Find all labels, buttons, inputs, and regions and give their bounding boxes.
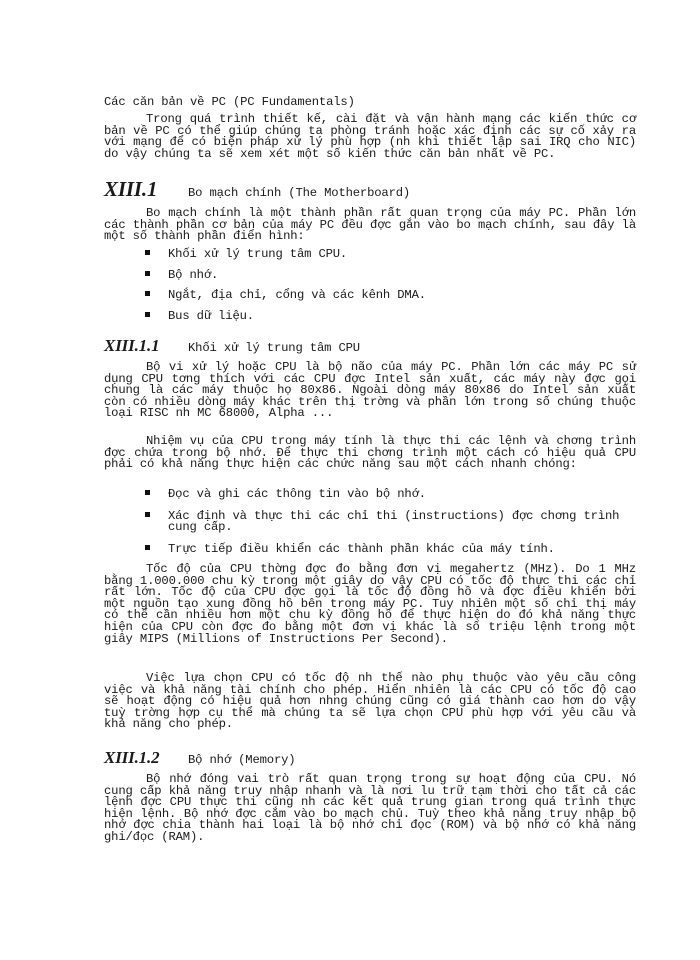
- cpu-paragraph-3: Tốc độ của CPU thờng đợc đo bằng đơn vị megahertz (MHz). Do 1 MHz bằng 1.000.000 chu kỳ trong một giây do vậy CPU có tốc độ thực thi các chỉ rất lớn. Tốc độ của CPU đợc gọi là tốc độ đồng hồ và đợc điều khiển bởi một nguồn tạo xung đồng hồ bên trong máy PC. Tuy nhiên một số chỉ thị máy có thể cần nhiều hơn một chu kỳ đồng hồ để thực hiện do đó khả năng thực hiện của CPU còn đợc đo bằng một đơn vị khác là số triệu lệnh trong một giây MIPS (Millions of Instructions Per Second).: [104, 562, 636, 646]
- list-item: Khối xử lý trung tâm CPU.: [142, 249, 642, 261]
- subsection-number: XIII.1.2: [104, 748, 160, 767]
- motherboard-paragraph: Bo mạch chính là một thành phần rất quan trọng của máy PC. Phần lớn các thành phần cơ bản của máy PC đều đợc gắn vào bo mạch chính, sau đây là một số thành phần điển hình:: [104, 206, 636, 244]
- subsection-heading-cpu: [104, 336, 360, 355]
- intro-title: Các căn bản về PC (PC Fundamentals): [104, 95, 355, 109]
- bullet-icon: [145, 512, 150, 517]
- bullet-icon: [145, 271, 150, 276]
- section-title: Bo mạch chính (The Motherboard): [188, 186, 411, 200]
- subsection-heading-memory: [104, 748, 296, 767]
- cpu-function-list: [142, 489, 642, 555]
- cpu-paragraph-4: Việc lựa chọn CPU có tốc độ nh thế nào phụ thuộc vào yêu cầu công việc và khả năng tài chính cho phép. Hiển nhiên là các CPU có tốc độ cao sẽ hoạt động có hiệu quả hơn nhng chúng cũng có giá thành cao hơn do vậy tuỳ trờng hợp cụ thể mà chúng ta sẽ lựa chọn CPU phù hợp với yêu cầu và khả năng cho phép.: [104, 671, 636, 732]
- list-item: Đọc và ghi các thông tin vào bộ nhớ.: [142, 489, 642, 501]
- intro-paragraph: Trong quá trình thiết kế, cài đặt và vận hành mạng các kiến thức cơ bản về PC có thể giúp chúng ta phòng tránh hoặc xác định các sự cố xảy ra với mạng để có biện pháp xử lý phù hợp (nh khi thiết lập sai IRQ cho NIC) do vậy chúng ta sẽ xem xét một số kiến thức căn bản nhất về PC.: [104, 112, 636, 161]
- list-item: Ngắt, địa chỉ, cổng và các kênh DMA.: [142, 290, 642, 302]
- subsection-title: Bộ nhớ (Memory): [188, 753, 296, 767]
- bullet-icon: [145, 312, 150, 317]
- list-item: Bus dữ liệu.: [142, 311, 642, 323]
- section-number: XIII.1: [104, 177, 158, 201]
- bullet-icon: [145, 291, 150, 296]
- list-item: Trực tiếp điều khiển các thành phần khác của máy tính.: [142, 544, 642, 556]
- section-heading-motherboard: [104, 177, 411, 201]
- memory-paragraph: Bộ nhớ đóng vai trò rất quan trọng trong sự hoạt động của CPU. Nó cung cấp khả năng truy nhập nhanh và là nơi lu trữ tạm thời cho tất cả các lệnh đợc CPU thực thi cũng nh các kết quả trung gian trong quá trình thực hiện lệnh. Bộ nhớ đợc cắm vào bo mạch chủ. Tuỳ theo khả năng truy nhập bộ nhớ đợc chia thành hai loại là bộ nhớ chỉ đọc (ROM) và bộ nhớ có khả năng ghi/đọc (RAM).: [104, 772, 636, 844]
- list-item: Bộ nhớ.: [142, 270, 642, 282]
- motherboard-component-list: [142, 249, 642, 322]
- bullet-icon: [145, 250, 150, 255]
- bullet-icon: [145, 545, 150, 550]
- subsection-title: Khối xử lý trung tâm CPU: [188, 341, 360, 355]
- cpu-paragraph-1: Bộ vi xử lý hoặc CPU là bộ não của máy PC. Phần lớn các máy PC sử dụng CPU tơng thích với các CPU đợc Intel sản xuất, các máy này đợc gọi chung là các máy thuộc họ 80x86. Ngoài dòng máy 80x86 do Intel sản xuất còn có nhiều dòng máy khác trên thị trờng và phần lớn trong số chúng thuộc loại RISC nh MC 68000, Alpha ...: [104, 360, 636, 421]
- subsection-number: XIII.1.1: [104, 336, 160, 355]
- list-item: Xác định và thực thi các chỉ thi (instructions) đợc chơng trình cung cấp.: [142, 511, 642, 534]
- bullet-icon: [145, 490, 150, 495]
- cpu-paragraph-2: Nhiệm vụ của CPU trong máy tính là thực thi các lệnh và chơng trình đợc chứa trong bộ nhớ. Để thực thi chơng trình một cách có hiệu quả CPU phải có khả năng thực hiện các chức năng sau một cách nhanh chóng:: [104, 434, 636, 472]
